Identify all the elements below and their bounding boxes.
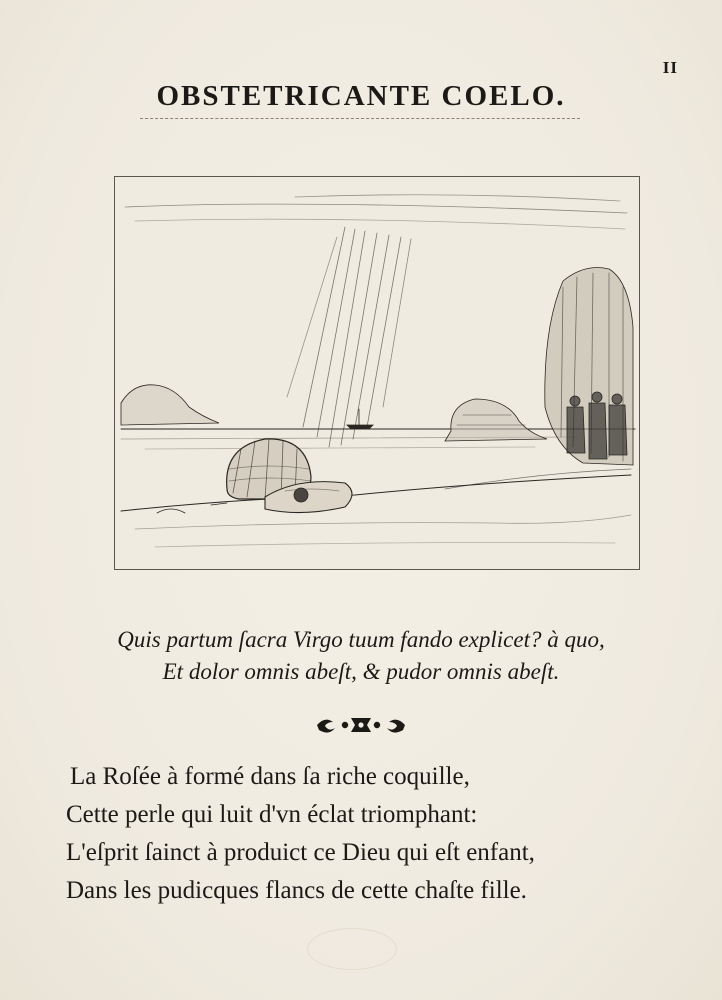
french-verse-line-3: L'eſprit ſainct à produict ce Dieu qui eſt enfant, xyxy=(66,839,535,866)
fleuron-ornament-icon xyxy=(311,712,411,738)
french-verse-line-4: Dans les pudicques flancs de cette chaſte fille. xyxy=(66,877,527,904)
engraving-illustration xyxy=(115,177,639,569)
title-underline xyxy=(140,118,580,120)
page-title: OBSTETRICANTE COELO. xyxy=(156,80,566,112)
french-verse-line-2: Cette perle qui luit d'vn éclat triomphant: xyxy=(66,801,478,828)
engraving-plate xyxy=(114,176,640,570)
french-verse-line-1: La Roſée à formé dans ſa riche coquille, xyxy=(70,763,470,790)
faint-collection-stamp xyxy=(307,928,397,970)
latin-verse-line-2: Et dolor omnis abeſt, & pudor omnis abeſt. xyxy=(162,659,560,684)
page-number: II xyxy=(662,58,678,77)
latin-verse-line-1: Quis partum ſacra Virgo tuum fando explicet? à quo, xyxy=(117,627,605,652)
